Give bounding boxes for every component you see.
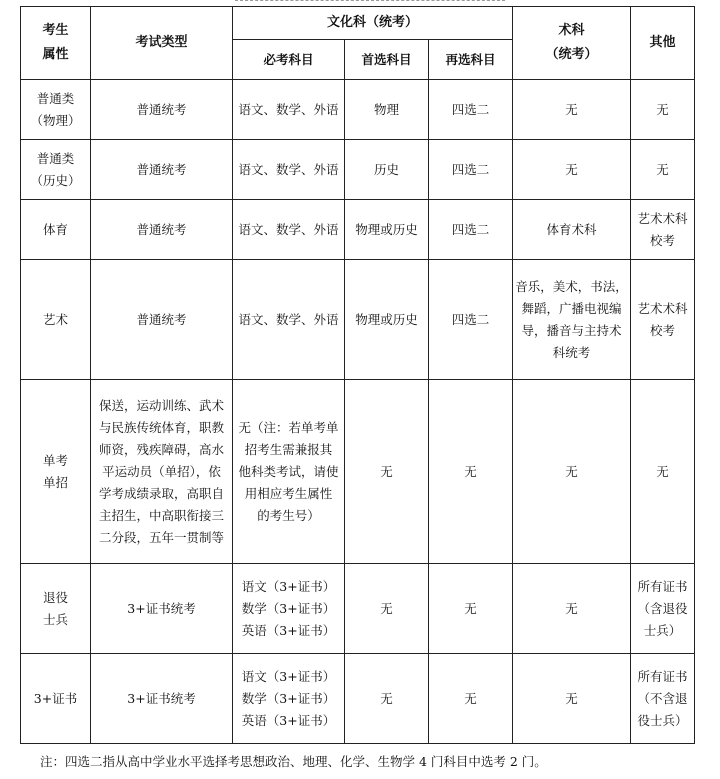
cell-art: 无 (513, 80, 631, 140)
cell-first: 物理 (345, 80, 429, 140)
table-row (21, 140, 695, 200)
cell-first: 历史 (345, 140, 429, 200)
cell-type: 普通统考 (91, 140, 233, 200)
cell-type: 3+证书统考 (91, 654, 233, 744)
cell-first: 无 (345, 564, 429, 654)
cell-first: 物理或历史 (345, 200, 429, 260)
table-row (21, 260, 695, 380)
header-required: 必考科目 (233, 40, 345, 80)
cell-re: 四选二 (429, 80, 513, 140)
table-row (21, 654, 695, 744)
cell-type: 保送，运动训练、武术 与民族传统体育，职教 师资，残疾障碍，高水 平运动员（单招），依 学考成绩录取，高职自 主招生，中高职衔接三 二分段，五年一贯制等 (91, 380, 233, 564)
cell-attr: 体育 (21, 200, 91, 260)
header-other: 其他 (631, 7, 695, 80)
cell-re: 四选二 (429, 200, 513, 260)
cell-required: 语文、数学、外语 (233, 260, 345, 380)
top-rule (235, 0, 505, 3)
cell-attr: 3+证书 (21, 654, 91, 744)
cell-other: 无 (631, 80, 695, 140)
table-row (21, 380, 695, 564)
exam-category-table (20, 6, 695, 744)
cell-other: 艺术术科 校考 (631, 200, 695, 260)
cell-re: 四选二 (429, 260, 513, 380)
cell-required: 语文（3+证书） 数学（3+证书） 英语（3+证书） (233, 564, 345, 654)
header-re-choice: 再选科目 (429, 40, 513, 80)
cell-type: 普通统考 (91, 80, 233, 140)
table-row (21, 564, 695, 654)
footnote: 注：四选二指从高中学业水平选择考思想政治、地理、化学、生物学 4 门科目中选考 2 门。 (40, 754, 547, 769)
header-attr: 考生 属性 (21, 7, 91, 80)
cell-required: 语文（3+证书） 数学（3+证书） 英语（3+证书） (233, 654, 345, 744)
cell-attr: 退役 士兵 (21, 564, 91, 654)
cell-other: 无 (631, 380, 695, 564)
header-culture: 文化科（统考） (233, 7, 513, 40)
cell-type: 普通统考 (91, 260, 233, 380)
cell-attr: 艺术 (21, 260, 91, 380)
cell-first: 无 (345, 654, 429, 744)
header-art: 术科 （统考） (513, 7, 631, 80)
table-row (21, 200, 695, 260)
cell-art: 无 (513, 380, 631, 564)
cell-art: 音乐，美术，书法， 舞蹈，广播电视编 导，播音与主持术 科统考 (513, 260, 631, 380)
cell-first: 物理或历史 (345, 260, 429, 380)
cell-other: 所有证书 （含退役 士兵） (631, 564, 695, 654)
cell-required: 无（注：若单考单 招考生需兼报其 他科类考试，请使 用相应考生属性 的考生号） (233, 380, 345, 564)
cell-art: 体育术科 (513, 200, 631, 260)
cell-other: 艺术术科 校考 (631, 260, 695, 380)
cell-attr: 单考 单招 (21, 380, 91, 564)
cell-re: 四选二 (429, 140, 513, 200)
cell-attr: 普通类 （物理） (21, 80, 91, 140)
cell-type: 3+证书统考 (91, 564, 233, 654)
cell-attr: 普通类 （历史） (21, 140, 91, 200)
cell-re: 无 (429, 564, 513, 654)
cell-first: 无 (345, 380, 429, 564)
table-row (21, 80, 695, 140)
cell-art: 无 (513, 564, 631, 654)
cell-re: 无 (429, 380, 513, 564)
cell-art: 无 (513, 654, 631, 744)
header-first-choice: 首选科目 (345, 40, 429, 80)
cell-required: 语文、数学、外语 (233, 80, 345, 140)
cell-required: 语文、数学、外语 (233, 200, 345, 260)
cell-other: 所有证书 （不含退 役士兵） (631, 654, 695, 744)
cell-re: 无 (429, 654, 513, 744)
cell-art: 无 (513, 140, 631, 200)
cell-other: 无 (631, 140, 695, 200)
header-exam-type: 考试类型 (91, 7, 233, 80)
header-row (21, 7, 695, 40)
cell-required: 语文、数学、外语 (233, 140, 345, 200)
cell-type: 普通统考 (91, 200, 233, 260)
